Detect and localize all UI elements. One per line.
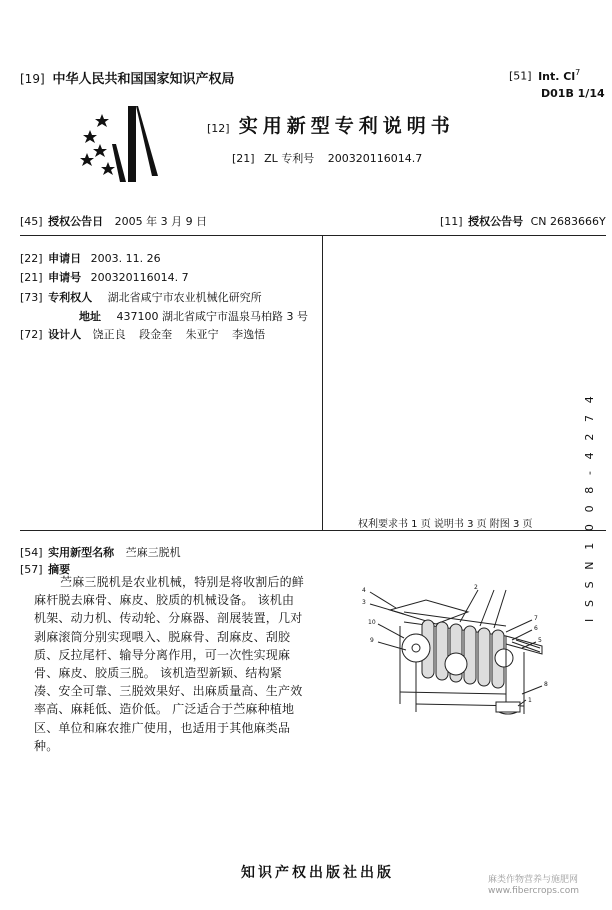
- figure-label: 7: [534, 615, 538, 622]
- holder-value: 湖北省咸宁市农业机械化研究所: [107, 291, 262, 304]
- abstract-line: 苎麻三脱机是农业机械，特别是将收割后的鲜: [60, 575, 305, 589]
- abstract-line: 区、单位和麻农推广使用，也适用于其他麻类品: [34, 720, 291, 735]
- announce-number-value: CN 2683666Y: [530, 215, 606, 228]
- designer-name: 李逸悟: [232, 328, 266, 341]
- office-name: 中华人民共和国国家知识产权局: [52, 72, 235, 87]
- doc-type-code: [12]: [207, 122, 230, 135]
- filing-label: 申请日: [48, 252, 82, 265]
- designer-code: [72]: [20, 328, 43, 341]
- announce-date-value: 2005 年 3 月 9 日: [114, 215, 208, 228]
- watermark: 麻类作物营养与施肥网 www.fibercrops.com: [488, 875, 579, 896]
- abstract-body: [34, 573, 324, 755]
- designer-name: 饶正良: [92, 328, 126, 341]
- figure-label: 8: [544, 681, 548, 688]
- figure-label: 10: [368, 619, 376, 626]
- designer-label: 设计人: [48, 328, 82, 341]
- figure-label: 4: [362, 587, 366, 594]
- title-label: 实用新型名称: [48, 546, 115, 559]
- class-code: D01B 1/14: [541, 87, 605, 100]
- abstract-code: [57]: [20, 563, 43, 576]
- address-label: 地址: [79, 310, 101, 323]
- title-code: [54]: [20, 546, 43, 559]
- rule-mid: [20, 530, 606, 531]
- issn-text: I S S N 1 0 0 8 - 4 2 7 4: [583, 392, 596, 622]
- announce-date-code: [45]: [20, 215, 43, 228]
- abstract-line: 机架、动力机、传动轮、分麻器、剖展装置，几对: [34, 611, 303, 626]
- figure-label: 1: [528, 697, 532, 704]
- doc-type-title: 实用新型专利说明书: [238, 115, 455, 137]
- rule-top: [20, 235, 606, 236]
- office-code: [19]: [20, 72, 45, 86]
- announce-date-label: 授权公告日: [48, 215, 104, 228]
- intcl-sup: 7: [575, 68, 581, 77]
- figure-label: 3: [362, 599, 366, 606]
- patent-no-value: 200320116014.7: [327, 152, 423, 165]
- app-value: 200320116014. 7: [90, 271, 189, 284]
- abstract-label: 摘要: [48, 563, 71, 576]
- abstract-line: 麻杆脱去麻骨、麻皮、胶质的机械设备。 该机由: [34, 593, 295, 608]
- figure-label: 9: [370, 637, 374, 644]
- machine-figure: [356, 582, 570, 722]
- announce-number-label: 授权公告号: [468, 215, 524, 228]
- announce-number-code: [11]: [440, 215, 463, 228]
- patent-no-code: [21]: [232, 152, 255, 165]
- abstract-line: 种。: [34, 738, 59, 753]
- designer-name: 朱亚宁: [185, 328, 219, 341]
- figure-label: 2: [474, 584, 478, 591]
- holder-label: 专利权人: [48, 291, 93, 304]
- abstract-line: 剥麻滚筒分别实现喂入、脱麻骨、刮麻皮、刮胶: [34, 629, 291, 644]
- cnipa-emblem-icon: [78, 104, 160, 188]
- app-code: [21]: [20, 271, 43, 284]
- abstract-line: 率高、麻耗低、造价低。 广泛适合于苎麻种植地: [34, 702, 295, 717]
- issn-vertical: [583, 392, 603, 642]
- publisher: 知识产权出版社出版: [241, 865, 394, 881]
- abstract-line: 质、反拉尾杆、输导分离作用，可一次性实现麻: [34, 647, 291, 662]
- app-label: 申请号: [48, 271, 82, 284]
- address-value: 437100 湖北省咸宁市温泉马柏路 3 号: [116, 310, 308, 323]
- intcl-code: [51]: [509, 69, 532, 83]
- page-counts: 权利要求书 1 页 说明书 3 页 附图 3 页: [358, 519, 533, 530]
- holder-code: [73]: [20, 291, 43, 304]
- filing-value: 2003. 11. 26: [90, 252, 161, 265]
- abstract-line: 骨、麻皮、胶质三脱。 该机造型新颖、结构紧: [34, 666, 283, 681]
- figure-label: 5: [538, 637, 542, 644]
- abstract-line: 凑、安全可靠、三脱效果好、出麻质量高、生产效: [34, 684, 303, 699]
- figure-label: 6: [534, 625, 538, 632]
- filing-code: [22]: [20, 252, 43, 265]
- rule-column: [322, 236, 323, 530]
- title-value: 苎麻三脱机: [125, 546, 181, 559]
- patent-no-label: ZL 专利号: [264, 152, 315, 165]
- intcl-label: Int. Cl: [538, 69, 576, 83]
- designer-name: 段金奎: [139, 328, 173, 341]
